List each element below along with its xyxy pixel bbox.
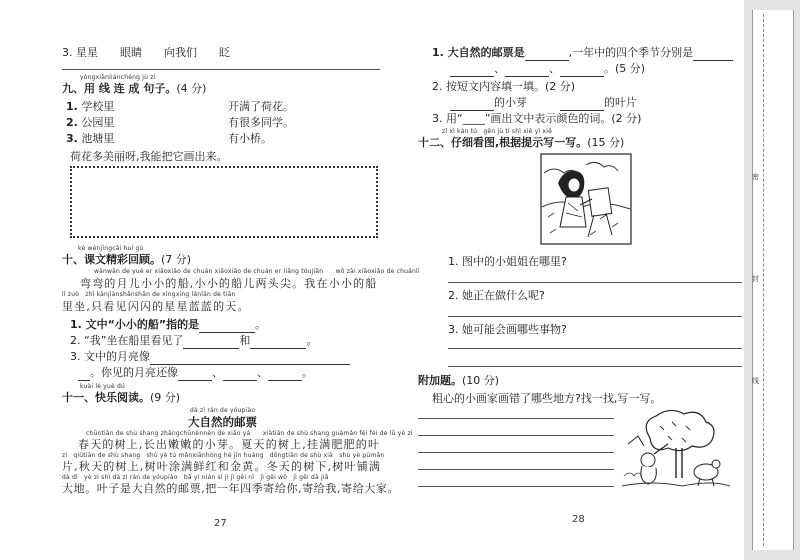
- s11-pinyin: kuài lè yuè dú: [80, 383, 125, 390]
- extra-score: (10 分): [462, 374, 500, 387]
- s9-item-2-left: 2. 公园里: [66, 116, 115, 129]
- s11-heading: [62, 391, 180, 405]
- answer-blank[interactable]: [450, 62, 494, 77]
- answer-line[interactable]: [448, 348, 742, 349]
- s10-score: (7 分): [161, 253, 192, 266]
- s10-q2: 2. “我”坐在船里看见了 和 。: [70, 334, 318, 347]
- s9-item-1-right: 开满了荷花。: [228, 100, 294, 113]
- answer-blank[interactable]: [150, 350, 350, 365]
- answer-blank[interactable]: [693, 46, 733, 61]
- s10-line1: 弯弯的月儿小小的船,小小的船儿两头尖。我在小小的船: [80, 277, 378, 290]
- s9-score: (4 分): [176, 82, 207, 95]
- answer-line[interactable]: [418, 435, 614, 436]
- extra-prompt: 粗心的小画家画错了哪些地方?找一找,写一写。: [432, 392, 662, 405]
- answer-blank[interactable]: [560, 62, 604, 77]
- s10-line2: 里坐,只看见闪闪的星星蓝蓝的天。: [62, 300, 250, 313]
- drawing-box[interactable]: [70, 166, 378, 238]
- s9-prompt: 荷花多美丽呀,我能把它画出来。: [70, 150, 228, 163]
- r-q1-cont: 、 、 。(5 分): [450, 62, 645, 77]
- article-title: 大自然的邮票: [188, 415, 257, 429]
- girl-painting-illustration: [540, 153, 632, 245]
- r-q1: 1. 大自然的邮票是 ,一年中的四个季节分别是: [432, 46, 733, 61]
- s9-item-3-right: 有小桥。: [228, 132, 272, 145]
- r-q2-blanks: 的小芽 的叶片: [450, 96, 637, 111]
- s12-q1: 1. 图中的小姐姐在哪里?: [448, 255, 567, 268]
- page-number-left: 27: [214, 518, 227, 529]
- seal-char-1: 密: [752, 173, 759, 181]
- s12-q2: 2. 她正在做什么呢?: [448, 289, 545, 302]
- article-line3-pinyin: dà dì yè zi shì dà zì rán de yóupiào bǎ yì nián sì jì jì gěi nǐ jì gěi wǒ jì gěi dà jiā: [62, 474, 329, 481]
- answer-blank[interactable]: [450, 96, 494, 111]
- s10-line1-pinyin: wānwān de yuè er xiǎoxiǎo de chuán xiǎoxiǎo de chuán er liǎng tóujiān wǒ zài xiǎoxiǎo de chuánli: [94, 268, 420, 275]
- seal-char-3: 线: [752, 377, 759, 385]
- s12-title: 十二、仔细看图,根据提示写一写。: [418, 136, 588, 149]
- answer-line[interactable]: [448, 316, 742, 317]
- s9-pinyin: yòngxiànliánchéng jù zi: [80, 74, 156, 81]
- q3-word-order: 3. 星星 眼睛 向我们 眨: [62, 46, 230, 59]
- r-q3: 3. 用“____”画出文中表示颜色的词。(2 分): [432, 112, 642, 125]
- s10-q1: 1. 文中“小小的船”指的是 。: [70, 318, 267, 331]
- answer-blank[interactable]: [250, 334, 306, 349]
- answer-line[interactable]: [448, 366, 742, 367]
- s9-heading: [62, 82, 206, 96]
- article-title-pinyin: dà zì rán de yóupiào: [190, 407, 256, 414]
- answer-line[interactable]: [448, 282, 742, 283]
- s11-score: (9 分): [150, 391, 181, 404]
- article-line3: 大地。叶子是大自然的邮票,把一年四季寄给你,寄给我,寄给大家。: [62, 482, 400, 495]
- s9-title: 九、用 线 连 成 句子。: [62, 82, 177, 95]
- article-line1: 春天的树上,长出嫩嫩的小芽。夏天的树上,挂满肥肥的叶: [78, 438, 381, 451]
- s9-item-1-left: 1. 学校里: [66, 100, 115, 113]
- s10-q3: 3. 文中的月亮像: [70, 350, 350, 365]
- s10-q3-cont: 。你见的月亮还像 、 、 。: [78, 366, 313, 381]
- answer-blank[interactable]: [199, 318, 255, 333]
- s12-heading: [418, 136, 624, 150]
- s10-heading: [62, 253, 191, 267]
- extra-title: 附加题。: [418, 374, 462, 387]
- seal-char-2: 封: [752, 275, 759, 283]
- s10-title: 十、课文精彩回顾。: [62, 253, 161, 266]
- article-line2: 片,秋天的树上,树叶涂满鲜红和金黄。冬天的树下,树叶铺满: [62, 460, 382, 473]
- answer-blank[interactable]: [505, 62, 549, 77]
- seal-line: [763, 14, 764, 546]
- article-line1-pinyin: chūntiān de shù shang zhǎngchūnènnèn de xiǎo yá xiàtiān de shù shang guàmǎn féi féi de lǜ yè zi: [86, 430, 413, 437]
- article-line2-pinyin: zi qiūtiān de shù shang shù yè tú mǎnxiānhóng hé jīn huáng dōngtiān de shù xià shù yè pūmǎn: [62, 452, 385, 459]
- careless-painter-illustration: [620, 408, 732, 490]
- s12-q3: 3. 她可能会画哪些事物?: [448, 323, 567, 336]
- answer-line[interactable]: [418, 418, 614, 419]
- answer-blank[interactable]: [560, 96, 604, 111]
- s12-score: (15 分): [587, 136, 625, 149]
- s11-title: 十一、快乐阅读。: [62, 391, 150, 404]
- answer-line[interactable]: [418, 486, 614, 487]
- answer-line[interactable]: [418, 452, 614, 453]
- extra-heading: [418, 374, 499, 388]
- r-q2: 2. 按短文内容填一填。(2 分): [432, 80, 576, 93]
- s12-pinyin: zǐ xì kàn tú gēn jù tí shì xiě yì xiě: [442, 128, 553, 135]
- page-number-right: 28: [572, 514, 585, 525]
- answer-line[interactable]: [418, 469, 614, 470]
- s9-item-2-right: 有很多同学。: [228, 116, 294, 129]
- s10-line2-pinyin: lǐ zuò zhǐ kànjiànshǎnshǎn de xīngxing lánlán de tiān: [62, 291, 236, 298]
- s10-pinyin: kè wénjīngcǎi huí gù: [78, 245, 144, 252]
- s9-item-3-left: 3. 池塘里: [66, 132, 115, 145]
- answer-blank[interactable]: [525, 46, 569, 61]
- answer-line: [62, 69, 380, 70]
- answer-blank[interactable]: [183, 334, 239, 349]
